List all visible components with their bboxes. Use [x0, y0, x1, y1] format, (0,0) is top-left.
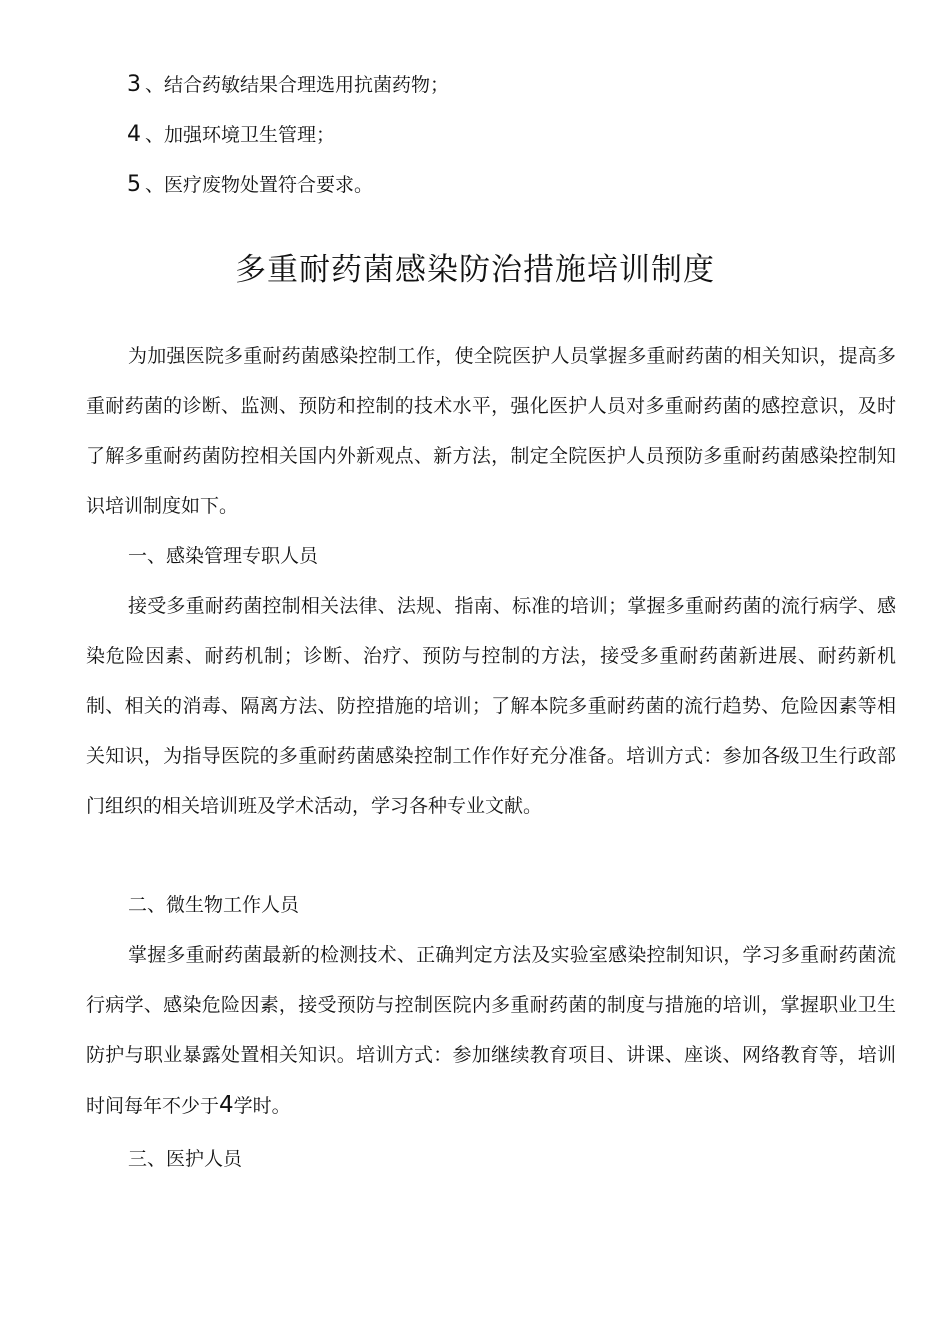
section-body-text-end: 学时。 [233, 1095, 291, 1117]
section-body-infection-staff: 接受多重耐药菌控制相关法律、法规、指南、标准的培训；掌握多重耐药菌的流行病学、感染危险因素、耐药机制；诊断、治疗、预防与控制的方法，接受多重耐药菌新进展、耐药新机制、相关的消毒、隔离方法、防控措施的培训；了解本院多重耐药菌的流行趋势、危险因素等相关知识，为指导医院的多重耐药菌感染控制工作作好充分准备。培训方式：参加各级卫生行政部门组织的相关培训班及学术活动，学习各种专业文献。 [86, 595, 896, 817]
list-item-3 [127, 72, 449, 98]
list-item-number: 4 [127, 122, 141, 147]
list-item-number: 5 [127, 172, 141, 197]
list-item-4 [127, 122, 335, 148]
list-item-text: 、结合药敏结果合理选用抗菌药物； [145, 74, 450, 96]
section-heading-medical-staff: 三、医护人员 [128, 1148, 243, 1170]
intro-paragraph: 为加强医院多重耐药菌感染控制工作，使全院医护人员掌握多重耐药菌的相关知识，提高多重耐药菌的诊断、监测、预防和控制的技术水平，强化医护人员对多重耐药菌的感控意识，及时了解多重耐药菌防控相关国内外新观点、新方法，制定全院医护人员预防多重耐药菌感染控制知识培训制度如下。 [86, 345, 896, 517]
list-item-text: 、加强环境卫生管理； [145, 124, 336, 146]
list-item-number: 3 [127, 72, 141, 97]
section-body-microbiology-staff [86, 930, 896, 1131]
section-heading-microbiology-staff: 二、微生物工作人员 [128, 894, 300, 916]
list-item-text: 、医疗废物处置符合要求。 [145, 174, 374, 196]
training-hours-number: 4 [219, 1092, 234, 1118]
section-heading-infection-staff: 一、感染管理专职人员 [128, 545, 319, 567]
document-title: 多重耐药菌感染防治措施培训制度 [235, 252, 715, 288]
section-body-text: 掌握多重耐药菌最新的检测技术、正确判定方法及实验室感染控制知识，学习多重耐药菌流行病学、感染危险因素，接受预防与控制医院内多重耐药菌的制度与措施的培训，掌握职业卫生防护与职业暴露处置相关知识。培训方式：参加继续教育项目、讲课、座谈、网络教育等，培训时间每年不少于 [86, 944, 896, 1117]
list-item-5 [127, 172, 373, 198]
